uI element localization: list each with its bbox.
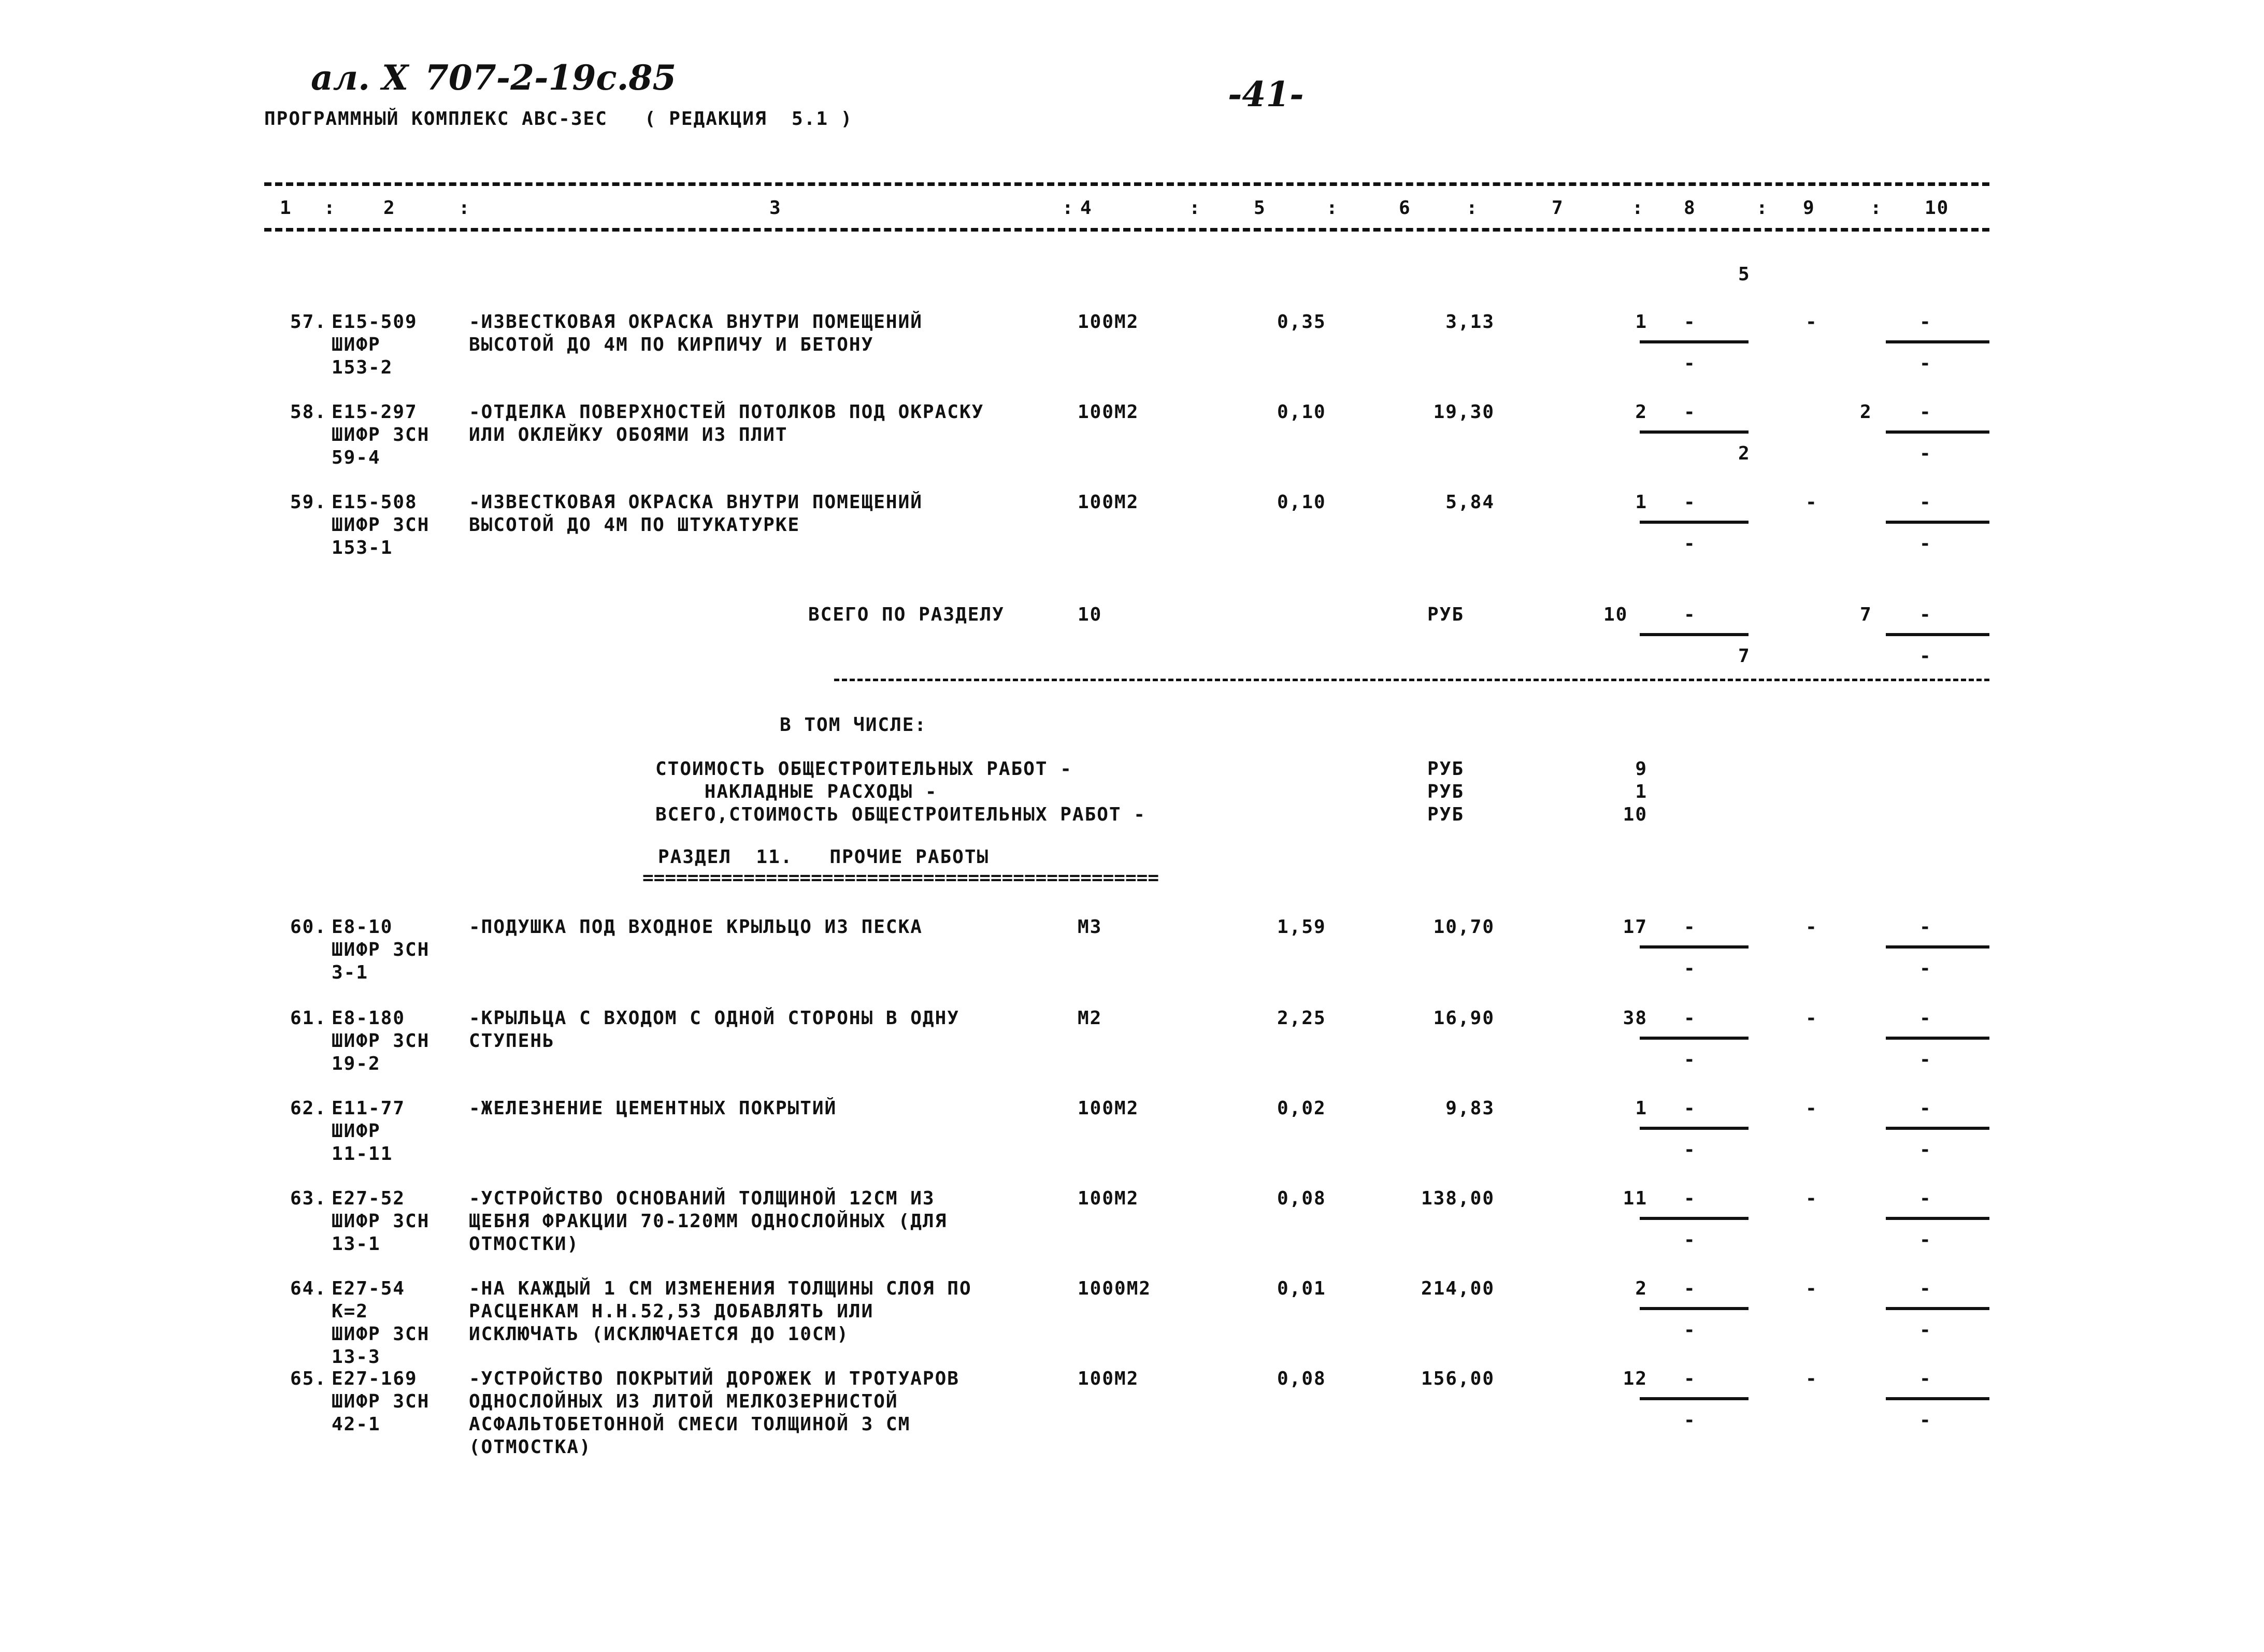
item-col10: - — [1919, 916, 1932, 938]
including-title: В ТОМ ЧИСЛЕ: — [780, 714, 927, 736]
item-quantity: 0,10 — [1277, 401, 1326, 423]
item-unit: М3 — [1078, 916, 1102, 938]
section-total-rule — [834, 679, 1989, 681]
item-reference: 153-1 — [332, 537, 393, 558]
item-col10-bar — [1886, 1037, 1989, 1040]
including-label: СТОИМОСТЬ ОБЩЕСТРОИТЕЛЬНЫХ РАБОТ - — [655, 758, 1072, 780]
column-header-3: 3 — [769, 197, 782, 219]
item-col8: - — [1684, 1188, 1696, 1209]
column-header-8: 8 — [1684, 197, 1696, 219]
item-reference: 13-3 — [332, 1346, 381, 1368]
item-col8: - — [1684, 1368, 1696, 1389]
section-total-col10-sub: - — [1919, 645, 1932, 667]
item-number: 60. — [290, 916, 327, 938]
including-value: 9 — [1635, 758, 1647, 780]
item-unit: 100М2 — [1078, 1368, 1139, 1389]
item-col9: - — [1806, 1188, 1818, 1209]
item-code: Е15-509 — [332, 311, 418, 333]
item-description: -ОТДЕЛКА ПОВЕРХНОСТЕЙ ПОТОЛКОВ ПОД ОКРАСКУ — [469, 401, 984, 423]
item-col10-bar — [1886, 1307, 1989, 1310]
section-total-col8-sub: 7 — [1738, 645, 1751, 667]
item-code: Е15-508 — [332, 492, 418, 513]
item-quantity: 0,08 — [1277, 1368, 1326, 1389]
item-reference: 42-1 — [332, 1414, 381, 1435]
item-col9: - — [1806, 916, 1818, 938]
item-col9: - — [1806, 1008, 1818, 1029]
item-total: 12 — [1623, 1368, 1647, 1389]
item-col10: - — [1919, 1188, 1932, 1209]
item-description: -ИЗВЕСТКОВАЯ ОКРАСКА ВНУТРИ ПОМЕЩЕНИЙ — [469, 311, 923, 333]
item-number: 63. — [290, 1188, 327, 1209]
item-description: -УСТРОЙСТВО ОСНОВАНИЙ ТОЛЩИНОЙ 12СМ ИЗ — [469, 1188, 935, 1209]
section-total-label: ВСЕГО ПО РАЗДЕЛУ — [808, 604, 1005, 625]
item-description: АСФАЛЬТОБЕТОННОЙ СМЕСИ ТОЛЩИНОЙ 3 СМ — [469, 1414, 911, 1435]
item-col10-sub: - — [1919, 1410, 1932, 1431]
project-code-handwritten: 707-2-19с.85 — [425, 58, 677, 98]
item-number: 59. — [290, 492, 327, 513]
header-top-rule — [264, 182, 1989, 186]
item-col10-bar — [1886, 1127, 1989, 1130]
item-col9: 2 — [1860, 401, 1872, 423]
item-total: 2 — [1635, 401, 1647, 423]
item-cipher: ШИФР ЗСН — [332, 1324, 430, 1345]
item-col8-sub: - — [1684, 958, 1696, 979]
item-col8-bar — [1640, 521, 1749, 524]
item-unit: М2 — [1078, 1008, 1102, 1029]
including-unit: РУБ — [1427, 804, 1465, 825]
item-description: -КРЫЛЬЦА С ВХОДОМ С ОДНОЙ СТОРОНЫ В ОДНУ — [469, 1008, 959, 1029]
item-code: Е27-169 — [332, 1368, 418, 1389]
item-cipher: ШИФР — [332, 334, 381, 355]
item-description: ОДНОСЛОЙНЫХ ИЗ ЛИТОЙ МЕЛКОЗЕРНИСТОЙ — [469, 1391, 898, 1412]
item-quantity: 2,25 — [1277, 1008, 1326, 1029]
column-separator: : — [1062, 197, 1074, 219]
item-total: 2 — [1635, 1278, 1647, 1299]
column-header-9: 9 — [1803, 197, 1815, 219]
item-col10-bar — [1886, 340, 1989, 343]
item-col8-sub: - — [1684, 1139, 1696, 1160]
item-number: 65. — [290, 1368, 327, 1389]
item-reference: 153-2 — [332, 357, 393, 378]
section-heading: РАЗДЕЛ 11. ПРОЧИЕ РАБОТЫ — [658, 846, 990, 868]
item-col8: - — [1684, 401, 1696, 423]
item-code: Е8-180 — [332, 1008, 406, 1029]
item-reference: 19-2 — [332, 1053, 381, 1074]
item-description: ОТМОСТКИ) — [469, 1233, 580, 1255]
item-unit: 1000М2 — [1078, 1278, 1152, 1299]
item-unit: 100М2 — [1078, 311, 1139, 333]
item-unit-price: 5,84 — [1445, 492, 1495, 513]
album-handwritten: ал. X — [311, 58, 409, 98]
section-total-col8-bar — [1640, 633, 1749, 636]
item-description: ИЛИ ОКЛЕЙКУ ОБОЯМИ ИЗ ПЛИТ — [469, 424, 788, 446]
including-label: НАКЛАДНЫЕ РАСХОДЫ - — [655, 781, 938, 802]
column-separator: : — [1870, 197, 1883, 219]
item-col9: - — [1806, 1278, 1818, 1299]
item-col8: - — [1684, 492, 1696, 513]
item-cipher: ШИФР ЗСН — [332, 1211, 430, 1232]
item-description: -ИЗВЕСТКОВАЯ ОКРАСКА ВНУТРИ ПОМЕЩЕНИЙ — [469, 492, 923, 513]
item-col10-bar — [1886, 1397, 1989, 1400]
item-cipher: ШИФР — [332, 1121, 381, 1142]
item-col8-sub: - — [1684, 1049, 1696, 1070]
item-total: 1 — [1635, 311, 1647, 333]
item-col10-sub: - — [1919, 958, 1932, 979]
header-bottom-rule — [264, 228, 1989, 232]
column-header-1: 1 — [280, 197, 292, 219]
item-col10-bar — [1886, 945, 1989, 949]
item-quantity: 1,59 — [1277, 916, 1326, 938]
item-number: 64. — [290, 1278, 327, 1299]
item-unit-price: 19,30 — [1433, 401, 1495, 423]
item-unit-price: 214,00 — [1421, 1278, 1495, 1299]
item-unit: 100М2 — [1078, 1188, 1139, 1209]
top-note: 5 — [1738, 264, 1751, 285]
item-unit: 100М2 — [1078, 1098, 1139, 1119]
item-col10: - — [1919, 311, 1932, 333]
column-separator: : — [1189, 197, 1201, 219]
item-description: ВЫСОТОЙ ДО 4М ПО КИРПИЧУ И БЕТОНУ — [469, 334, 874, 355]
item-col8: - — [1684, 1008, 1696, 1029]
item-col10: - — [1919, 1008, 1932, 1029]
item-cipher: К=2 — [332, 1301, 369, 1322]
item-number: 57. — [290, 311, 327, 333]
item-reference: 59-4 — [332, 447, 381, 468]
item-col9: - — [1806, 1098, 1818, 1119]
section-total-unit: РУБ — [1427, 604, 1465, 625]
column-header-10: 10 — [1925, 197, 1950, 219]
item-col8-sub: - — [1684, 1229, 1696, 1251]
section-total-section: 10 — [1078, 604, 1102, 625]
item-cipher: ШИФР ЗСН — [332, 1030, 430, 1052]
item-total: 11 — [1623, 1188, 1647, 1209]
column-separator: : — [1756, 197, 1769, 219]
item-col10: - — [1919, 401, 1932, 423]
item-code: Е27-54 — [332, 1278, 406, 1299]
item-description: (ОТМОСТКА) — [469, 1436, 592, 1458]
item-number: 61. — [290, 1008, 327, 1029]
item-col8-sub: - — [1684, 533, 1696, 554]
item-col8-bar — [1640, 1217, 1749, 1220]
item-number: 62. — [290, 1098, 327, 1119]
item-description: -УСТРОЙСТВО ПОКРЫТИЙ ДОРОЖЕК И ТРОТУАРОВ — [469, 1368, 959, 1389]
section-total-col9: 7 — [1860, 604, 1872, 625]
item-col8-bar — [1640, 430, 1749, 434]
item-cipher: ШИФР ЗСН — [332, 1391, 430, 1412]
including-unit: РУБ — [1427, 758, 1465, 780]
including-label: ВСЕГО,СТОИМОСТЬ ОБЩЕСТРОИТЕЛЬНЫХ РАБОТ - — [655, 804, 1146, 825]
column-header-6: 6 — [1399, 197, 1411, 219]
item-col8-bar — [1640, 1127, 1749, 1130]
section-total-col10: - — [1919, 604, 1932, 625]
item-total: 38 — [1623, 1008, 1647, 1029]
item-reference: 13-1 — [332, 1233, 381, 1255]
item-col8-bar — [1640, 1037, 1749, 1040]
item-col10: - — [1919, 1278, 1932, 1299]
item-quantity: 0,01 — [1277, 1278, 1326, 1299]
item-col9: - — [1806, 311, 1818, 333]
item-unit: 100М2 — [1078, 492, 1139, 513]
item-col8: - — [1684, 1278, 1696, 1299]
item-col10-bar — [1886, 430, 1989, 434]
item-description: ВЫСОТОЙ ДО 4М ПО ШТУКАТУРКЕ — [469, 514, 800, 536]
item-col10-sub: - — [1919, 1049, 1932, 1070]
item-quantity: 0,35 — [1277, 311, 1326, 333]
section-total-col8: - — [1684, 604, 1696, 625]
column-header-2: 2 — [383, 197, 396, 219]
item-unit: 100М2 — [1078, 401, 1139, 423]
item-reference: 3-1 — [332, 962, 369, 983]
column-separator: : — [1466, 197, 1479, 219]
item-col8-sub: - — [1684, 353, 1696, 374]
item-col8-sub: 2 — [1738, 443, 1751, 464]
item-total: 1 — [1635, 1098, 1647, 1119]
item-description: РАСЦЕНКАМ Н.Н.52,53 ДОБАВЛЯТЬ ИЛИ — [469, 1301, 874, 1322]
item-description: ИСКЛЮЧАТЬ (ИСКЛЮЧАЕТСЯ ДО 10СМ) — [469, 1324, 849, 1345]
item-col10-sub: - — [1919, 1319, 1932, 1341]
item-col10: - — [1919, 492, 1932, 513]
item-description: -НА КАЖДЫЙ 1 СМ ИЗМЕНЕНИЯ ТОЛЩИНЫ СЛОЯ ПО — [469, 1278, 972, 1299]
including-value: 1 — [1635, 781, 1647, 802]
item-code: Е11-77 — [332, 1098, 406, 1119]
item-description: СТУПЕНЬ — [469, 1030, 555, 1052]
section-total-value: 10 — [1603, 604, 1628, 625]
item-col8-bar — [1640, 945, 1749, 949]
item-col8: - — [1684, 916, 1696, 938]
item-col10-bar — [1886, 1217, 1989, 1220]
column-header-7: 7 — [1552, 197, 1564, 219]
item-col8: - — [1684, 1098, 1696, 1119]
item-col10-sub: - — [1919, 353, 1932, 374]
item-unit-price: 138,00 — [1421, 1188, 1495, 1209]
item-col8-bar — [1640, 1397, 1749, 1400]
item-col9: - — [1806, 492, 1818, 513]
item-quantity: 0,10 — [1277, 492, 1326, 513]
column-separator: : — [324, 197, 336, 219]
item-col8-bar — [1640, 1307, 1749, 1310]
item-col10: - — [1919, 1368, 1932, 1389]
item-col8-sub: - — [1684, 1410, 1696, 1431]
item-quantity: 0,08 — [1277, 1188, 1326, 1209]
item-unit-price: 16,90 — [1433, 1008, 1495, 1029]
item-col10: - — [1919, 1098, 1932, 1119]
item-col9: - — [1806, 1368, 1818, 1389]
program-header: ПРОГРАММНЫЙ КОМПЛЕКС АВС-ЗЕС ( РЕДАКЦИЯ 5.1 ) — [264, 108, 853, 130]
item-code: Е27-52 — [332, 1188, 406, 1209]
item-code: Е15-297 — [332, 401, 418, 423]
item-description: -ЖЕЛЕЗНЕНИЕ ЦЕМЕНТНЫХ ПОКРЫТИЙ — [469, 1098, 837, 1119]
item-unit-price: 9,83 — [1445, 1098, 1495, 1119]
item-description: ЩЕБНЯ ФРАКЦИИ 70-120ММ ОДНОСЛОЙНЫХ (ДЛЯ — [469, 1211, 948, 1232]
item-cipher: ШИФР ЗСН — [332, 939, 430, 960]
item-col8: - — [1684, 311, 1696, 333]
column-separator: : — [1632, 197, 1644, 219]
item-col10-bar — [1886, 521, 1989, 524]
item-number: 58. — [290, 401, 327, 423]
item-unit-price: 10,70 — [1433, 916, 1495, 938]
section-heading-underline: ============================================== — [642, 867, 1159, 888]
item-total: 1 — [1635, 492, 1647, 513]
item-quantity: 0,02 — [1277, 1098, 1326, 1119]
item-code: Е8-10 — [332, 916, 393, 938]
item-total: 17 — [1623, 916, 1647, 938]
column-separator: : — [1326, 197, 1339, 219]
item-col8-bar — [1640, 340, 1749, 343]
item-cipher: ШИФР ЗСН — [332, 424, 430, 446]
item-cipher: ШИФР ЗСН — [332, 514, 430, 536]
item-reference: 11-11 — [332, 1143, 393, 1165]
item-col8-sub: - — [1684, 1319, 1696, 1341]
item-col10-sub: - — [1919, 1229, 1932, 1251]
item-description: -ПОДУШКА ПОД ВХОДНОЕ КРЫЛЬЦО ИЗ ПЕСКА — [469, 916, 923, 938]
item-unit-price: 156,00 — [1421, 1368, 1495, 1389]
column-header-4: 4 — [1080, 197, 1093, 219]
column-header-5: 5 — [1254, 197, 1266, 219]
item-col10-sub: - — [1919, 533, 1932, 554]
including-value: 10 — [1623, 804, 1647, 825]
column-separator: : — [458, 197, 471, 219]
item-col10-sub: - — [1919, 1139, 1932, 1160]
section-total-col10-bar — [1886, 633, 1989, 636]
item-unit-price: 3,13 — [1445, 311, 1495, 333]
item-col10-sub: - — [1919, 443, 1932, 464]
including-unit: РУБ — [1427, 781, 1465, 802]
page-number: -41- — [1228, 74, 1304, 114]
